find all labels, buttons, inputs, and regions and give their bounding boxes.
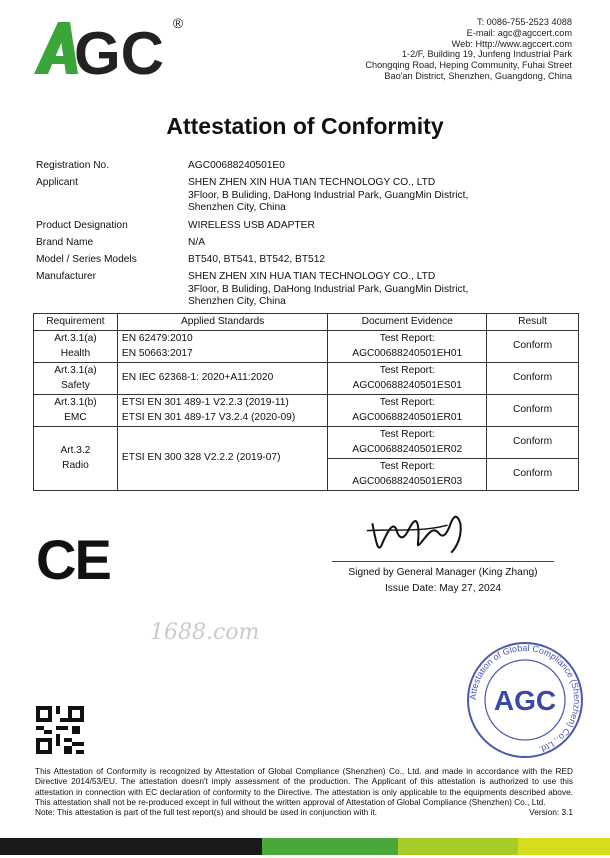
brand-label: Brand Name	[36, 237, 94, 248]
note: Note: This attestation is part of the full test report(s) and should be used in conjunction with it.	[35, 807, 378, 818]
applicant-label: Applicant	[36, 177, 78, 188]
email: E-mail: agc@agccert.com	[466, 27, 572, 38]
svg-text:GC: GC	[74, 20, 164, 78]
table-row: Art.3.2 Radio ETSI EN 300 328 V2.2.2 (2019-07) Test Report: AGC00688240501ER02 Conform	[34, 426, 579, 458]
col-result: Result	[487, 314, 579, 331]
col-applied-standards: Applied Standards	[117, 314, 327, 331]
manufacturer-label: Manufacturer	[36, 271, 97, 282]
table-header-row	[34, 314, 579, 331]
model-label: Model / Series Models	[36, 254, 137, 265]
col-document-evidence: Document Evidence	[328, 314, 487, 331]
address-line: Chongqing Road, Heping Community, Fuhai Street	[365, 60, 572, 71]
svg-text:AGC: AGC	[493, 685, 557, 716]
product-label: Product Designation	[36, 220, 128, 231]
signature-image	[360, 505, 480, 560]
issue-date: Issue Date: May 27, 2024	[384, 583, 502, 594]
document-title: Attestation of Conformity	[166, 113, 444, 139]
applicant-value: SHEN ZHEN XIN HUA TIAN TECHNOLOGY CO., LTD 3Floor, B Buliding, DaHong Industrial Park, GuangMin District, Shenzhen City, China	[188, 177, 469, 213]
footer-color-bar	[0, 838, 610, 855]
address-line: Bao'an District, Shenzhen, Guangdong, China	[384, 70, 572, 81]
svg-text:®: ®	[172, 18, 184, 31]
conformity-table	[33, 313, 579, 491]
model-value: BT540, BT541, BT542, BT512	[188, 254, 326, 265]
product-value: WIRELESS USB ADAPTER	[188, 220, 315, 231]
table-row: Test Report: AGC00688240501ER03 Conform	[34, 458, 579, 490]
agc-logo	[34, 18, 184, 78]
ce-mark: CE	[36, 528, 110, 591]
qr-code	[36, 706, 84, 754]
svg-text:Attestation of Global Complian: Attestation of Global Compliance (Shenzhen) Co., Ltd.	[467, 642, 583, 755]
contact-info	[365, 17, 572, 82]
manufacturer-value: SHEN ZHEN XIN HUA TIAN TECHNOLOGY CO., LTD 3Floor, B Buliding, DaHong Industrial Park, GuangMin District, Shenzhen City, China	[188, 271, 469, 307]
table-row: Art.3.1(b) EMC ETSI EN 301 489-1 V2.2.3 (2019-11) ETSI EN 301 489-17 V3.2.4 (2020-09) Test Report: AGC00688240501ER01 Conform	[34, 394, 579, 426]
footer-text	[35, 766, 573, 817]
table-row: Art.3.1(a) Safety EN IEC 62368-1: 2020+A11:2020 Test Report: AGC00688240501ES01 Conform	[34, 362, 579, 394]
disclaimer: This Attestation of Conformity is recognized by Attestation of Global Compliance (Shenzhen) Co., Ltd. and made in accordance with the RED Directive 2014/53/EU. The attestation doesn't imply assessment of the production. The Applicant of this attestation is authorized to use this attestation in connection with EC declaration of conformity to the Directive. The attestation is only applicable to the equipments described above. This attestation shall not be re-produced except in full without the written approval of Attestation of Global Compliance (Shenzhen) Co., Ltd.	[35, 766, 573, 807]
address-line: 1-2/F, Building 19, Junfeng Industrial Park	[401, 49, 572, 60]
brand-value: N/A	[188, 237, 205, 248]
phone: T: 0086-755-2523 4088	[476, 17, 572, 27]
version: Version: 3.1	[529, 807, 573, 818]
company-stamp	[465, 640, 585, 760]
col-requirement: Requirement	[34, 314, 118, 331]
registration-label: Registration No.	[36, 160, 110, 171]
registration-value: AGC00688240501E0	[188, 160, 285, 171]
signed-by: Signed by General Manager (King Zhang)	[348, 567, 538, 578]
table-row: Art.3.1(a) Health EN 62479:2010 EN 50663:2017 Test Report: AGC00688240501EH01 Conform	[34, 330, 579, 362]
website: Web: Http://www.agccert.com	[451, 38, 572, 49]
signature-line	[332, 561, 554, 562]
watermark: 1688.com	[150, 620, 260, 645]
